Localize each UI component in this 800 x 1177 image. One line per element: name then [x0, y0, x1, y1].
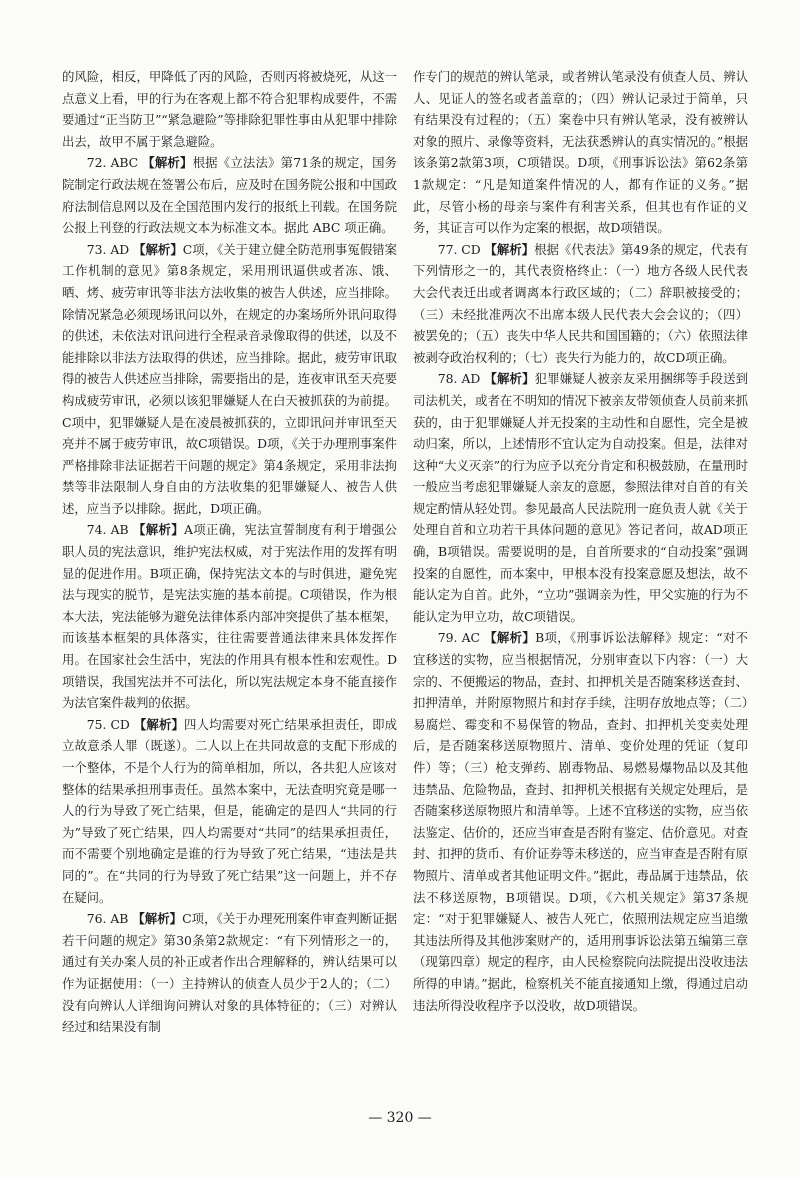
answer-number: 72. ABC: [86, 155, 139, 171]
answer-paragraph: [413, 627, 748, 1016]
paragraph-text: 四人均需要对死亡结果承担责任，即成立故意杀人罪（既遂）。二人以上在共同故意的支配下形成的一个整体，不是个人行为的简单相加，所以，各共犯人应该对整体的结果承担刑事责任。虽然本案中，无法查明究竟是哪一人的行为导致了死亡结果，但是，能确定的是四人“共同的行为”导致了死亡结果，四人均需要对“共同”的结果承担责任，而不需要个别地确定是谁的行为导致了死亡结果，“违法是共同的”。在“共同的行为导致了死亡结果”这一问题上，并不存在疑问。: [62, 716, 398, 905]
paragraph-text: C项，《关于办理死刑案件审查判断证据若干问题的规定》第30条第2款规定：“有下列情形之一的，通过有关办案人员的补正或者作出合理解释的，辨认结果可以作为证据使用：（一）主持辨认的侦查人员少于2人的；（二）没有向辨认人详细询问辨认对象的具体特征的；（三）对辨认经过和结果没有制: [62, 911, 397, 1035]
paragraph-text: C项，《关于建立健全防范刑事冤假错案工作机制的意见》第8条规定，采用刑讯逼供或者冻、饿、晒、烤、疲劳审讯等非法方法收集的被告人供述，应当排除。除情况紧急必须现场讯问以外，在规定的办案场所外讯问取得的供述，未依法对讯问进行全程录音录像取得的供述，以及不能排除以非法方法取得的供述，应当排除。据此，疲劳审讯取得的被告人供述应当排除，需要指出的是，连夜审讯至天亮要构成疲劳审讯，必须以该犯罪嫌疑人在白天被抓获的为前提。C项中，犯罪嫌疑人是在凌晨被抓获的，立即讯问并审讯至天亮并不属于疲劳审讯，故C项错误。D项，《关于办理刑事案件严格排除非法证据若干问题的规定》第4条规定，采用非法拘禁等非法限制人身自由的方法收集的犯罪嫌疑人、被告人供述，应当予以排除。据此，D项正确。: [62, 241, 397, 516]
paragraph-text: 根据《代表法》第49条的规定，代表有下列情形之一的，其代表资格终止：（一）地方各级人民代表大会代表迁出或者调离本行政区域的；（二）辞职被接受的；（三）未经批准两次不出席本级人民代表大会会议的；（四）被罢免的；（五）丧失中华人民共和国国籍的；（六）依照法律被剥夺政治权利的；（七）丧失行为能力的，故CD项正确。: [413, 241, 748, 365]
paragraph-text: A项正确，宪法宣誓制度有利于增强公职人员的宪法意识，维护宪法权威，对于宪法作用的发挥有明显的促进作用。B项正确，保持宪法文本的与时俱进，避免宪法与现实的脱节，是宪法实施的基本前提。C项错误，作为根本大法，宪法能够为避免法律体系内部冲突提供了基本框架，而该基本框架的具体落实，往往需要普通法律来具体发挥作用。在国家社会生活中，宪法的作用具有根本性和宏观性。D项错误，我国宪法并不可法化，所以宪法规定本身不能直接作为法官案件裁判的依据。: [62, 522, 397, 711]
answer-paragraph: [62, 239, 397, 520]
page-number: — 320 —: [368, 1110, 432, 1126]
analysis-tag: 【解析】: [484, 241, 535, 257]
answer-paragraph: [413, 239, 748, 369]
left-column: [62, 66, 397, 1038]
analysis-tag: 【解析】: [484, 630, 536, 646]
analysis-tag: 【解析】: [484, 371, 535, 387]
answer-number: 75. CD: [86, 716, 130, 732]
analysis-tag: 【解析】: [142, 155, 193, 171]
right-column: [413, 66, 748, 1016]
answer-number: 78. AD: [437, 371, 481, 387]
paragraph: [413, 66, 748, 239]
answer-paragraph: [62, 908, 397, 1038]
paragraph-text: 犯罪嫌疑人被亲友采用捆绑等手段送到司法机关，或者在不明知的情况下被亲友带领侦查人员前来抓获的，由于犯罪嫌疑人并无投案的主动性和自愿性，完全是被动归案，所以，上述情形不宜认定为自动投案。但是，法律对这种“大义灭亲”的行为应予以充分肯定和积极鼓励，在量刑时一般应当考虑犯罪嫌疑人亲友的意愿，参照法律对自首的有关规定酌情从轻处罚。参见最高人民法院刑一庭负责人就《关于处理自首和立功若干具体问题的意见》答记者问，故AD项正确，B项错误。需要说明的是，自首所要求的“自动投案”强调投案的自愿性，而本案中，甲根本没有投案意愿及想法，故不能认定为自首。此外，“立功”强调亲为性，甲父实施的行为不能认定为甲立功，故C项错误。: [413, 371, 748, 624]
analysis-tag: 【解析】: [132, 522, 184, 538]
paragraph-text: 作专门的规范的辨认笔录，或者辨认笔录没有侦查人员、辨认人、见证人的签名或者盖章的；（四）辨认记录过于简单，只有结果没有过程的；（五）案卷中只有辨认笔录，没有被辨认对象的照片、录像等资料，无法获悉辨认的真实情况的。”根据该条第2款第3项，C项错误。D项，《刑事诉讼法》第62条第1款规定：“凡是知道案件情况的人，都有作证的义务。”据此，尽管小杨的母亲与案件有利害关系，但其也有作证的义务，其证言可以作为定案的根据，故D项错误。: [413, 69, 748, 236]
answer-paragraph: [413, 368, 748, 627]
paragraph: [62, 66, 397, 152]
answer-paragraph: [62, 152, 397, 238]
answer-number: 77. CD: [437, 241, 481, 257]
paragraph-text: 根据《立法法》第71条的规定，国务院制定行政法规在签署公布后，应及时在国务院公报和中国政府法制信息网以及在全国范围内发行的报纸上刊载。在国务院公报上刊登的行政法规文本为标准文本。据此 ABC 项正确。: [62, 155, 398, 236]
analysis-tag: 【解析】: [132, 911, 183, 927]
answer-paragraph: [62, 519, 397, 713]
answer-paragraph: [62, 714, 397, 908]
analysis-tag: 【解析】: [133, 241, 183, 257]
answer-number: 73. AD: [86, 241, 130, 257]
answer-number: 74. AB: [86, 522, 129, 538]
paragraph-text: 的风险，相反，甲降低了丙的风险，否则丙将被烧死，从这一点意义上看，甲的行为在客观上都不符合犯罪构成要件，不需要通过“正当防卫”“紧急避险”等排除犯罪性事由从犯罪中排除出去，故甲不属于紧急避险。: [62, 69, 397, 149]
answer-number: 76. AB: [86, 911, 129, 927]
paragraph-text: B项，《刑事诉讼法解释》规定：“对不宜移送的实物，应当根据情况，分别审查以下内容：（一）大宗的、不便搬运的物品，查封、扣押机关是否随案移送查封、扣押清单，并附原物照片和封存手续，注明存放地点等；（二）易腐烂、霉变和不易保管的物品，查封、扣押机关变卖处理后，是否随案移送原物照片、清单、变价处理的凭证（复印件）等；（三）枪支弹药、剧毒物品、易燃易爆物品以及其他违禁品、危险物品，查封、扣押机关根据有关规定处理后，是否随案移送原物照片和清单等。上述不宜移送的实物，应当依法鉴定、估价的，还应当审查是否附有鉴定、估价意见。对查封、扣押的货币、有价证券等未移送的，应当审查是否附有原物照片、清单或者其他证明文件。”据此，毒品属于违禁品，依法不移送原物，B项错误。D项，《六机关规定》第37条规定：“对于犯罪嫌疑人、被告人死亡，依照刑法规定应当追缴其违法所得及其他涉案财产的，适用刑事诉讼法第五编第三章（现第四章）规定的程序，由人民检察院向法院提出没收违法所得的申请。”据此，检察机关不能直接通知上缴，得通过启动违法所得没收程序予以没收，故D项错误。: [413, 630, 748, 1013]
answer-number: 79. AC: [437, 630, 480, 646]
analysis-tag: 【解析】: [133, 716, 185, 732]
